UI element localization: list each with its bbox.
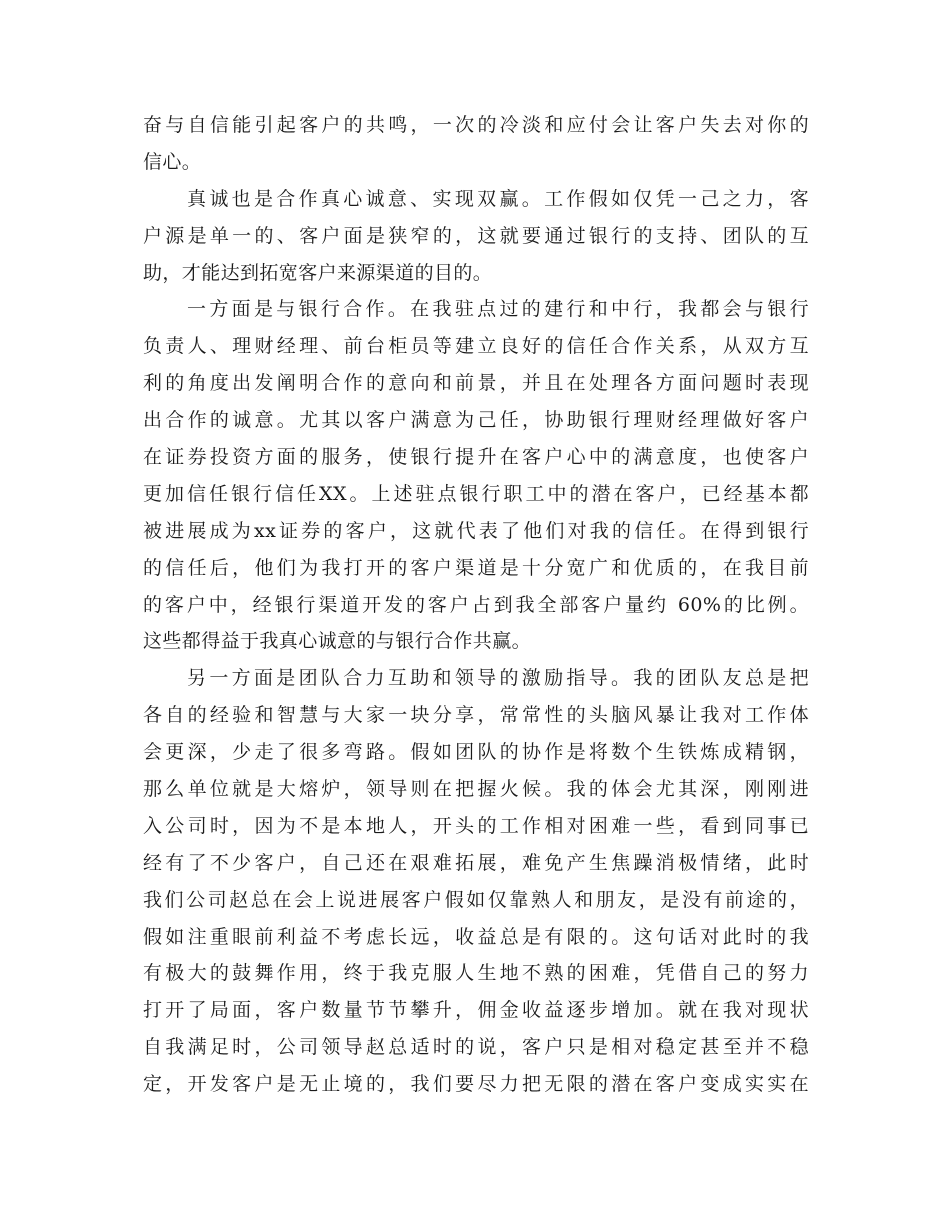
text-line: 出合作的诚意。尤其以客户满意为己任，协助银行理财经理做好客户 [143,409,809,432]
text-line: 的信任后，他们为我打开的客户渠道是十分宽广和优质的，在我目前 [143,556,809,579]
text-line: 定，开发客户是无止境的，我们要尽力把无限的潜在客户变成实实在 [143,1073,809,1096]
text-line: 自我满足时，公司领导赵总适时的说，客户只是相对稳定甚至并不稳 [143,1036,809,1059]
text-line: 这些都得益于我真心诚意的与银行合作共赢。 [143,630,532,653]
text-line: 在证券投资方面的服务，使银行提升在客户心中的满意度，也使客户 [143,446,809,469]
text-line: 被进展成为xx证券的客户，这就代表了他们对我的信任。在得到银行 [143,519,809,542]
paragraph-first-line: 真诚也是合作真心诚意、实现双赢。工作假如仅凭一己之力，客 [187,187,809,210]
text-line: 入公司时，因为不是本地人，开头的工作相对困难一些，看到同事已 [143,814,809,837]
text-line: 奋与自信能引起客户的共鸣，一次的冷淡和应付会让客户失去对你的 [143,114,809,136]
paragraph-first-line: 一方面是与银行合作。在我驻点过的建行和中行，我都会与银行 [187,298,809,321]
text-line: 会更深，少走了很多弯路。假如团队的协作是将数个生铁炼成精钢， [143,741,809,764]
text-line: 有极大的鼓舞作用，终于我克服人生地不熟的困难，凭借自己的努力 [143,962,809,985]
text-line: 助，才能达到拓宽客户来源渠道的目的。 [143,261,493,284]
text-line: 假如注重眼前利益不考虑长远，收益总是有限的。这句话对此时的我 [143,925,809,948]
text-line: 经有了不少客户，自己还在艰难拓展，难免产生焦躁消极情绪，此时 [143,851,809,874]
text-line: 利的角度出发阐明合作的意向和前景，并且在处理各方面问题时表现 [143,372,809,395]
text-line: 户源是单一的、客户面是狭窄的，这就要通过银行的支持、团队的互 [143,224,809,247]
paragraph-first-line: 另一方面是团队合力互助和领导的激励指导。我的团队友总是把 [187,667,809,690]
text-line: 各自的经验和智慧与大家一块分享，常常性的头脑风暴让我对工作体 [143,704,809,727]
text-line: 信心。 [143,150,202,173]
text-line: 那么单位就是大熔炉，领导则在把握火候。我的体会尤其深，刚刚进 [143,778,809,801]
body-text [143,107,809,1103]
text-line: 负责人、理财经理、前台柜员等建立良好的信任合作关系，从双方互 [143,335,809,358]
text-line: 的客户中，经银行渠道开发的客户占到我全部客户量约 60%的比例。 [143,593,809,616]
text-line: 更加信任银行信任XX。上述驻点银行职工中的潜在客户，已经基本都 [143,482,809,505]
text-line: 打开了局面，客户数量节节攀升，佣金收益逐步增加。就在我对现状 [143,999,809,1022]
text-line: 我们公司赵总在会上说进展客户假如仅靠熟人和朋友，是没有前途的， [143,888,809,911]
